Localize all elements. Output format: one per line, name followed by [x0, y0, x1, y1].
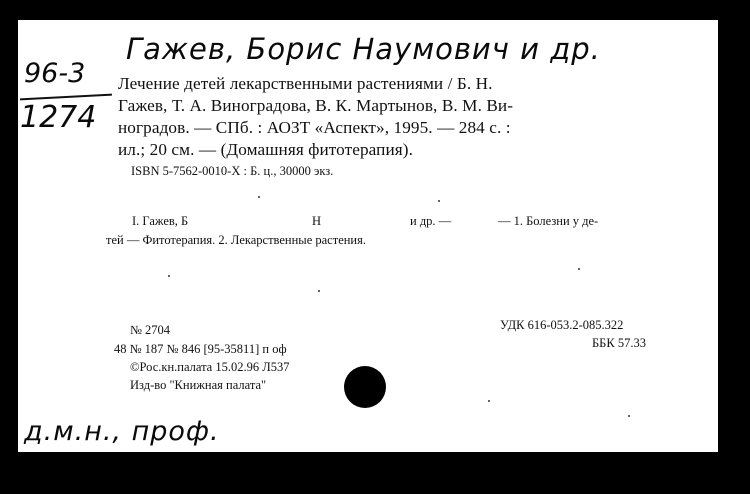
scan-speck — [258, 196, 260, 198]
book-chamber-line: ©Рос.кн.палата 15.02.96 Л537 — [130, 360, 290, 374]
call-number-top: 96-3 — [24, 58, 86, 89]
tracing-line-2: тей — Фитотерапия. 2. Лекарственные растения. — [106, 233, 366, 247]
scan-speck — [438, 200, 440, 202]
udc-code: УДК 616-053.2-085.322 — [500, 318, 624, 332]
entry-line-3: ноградов. — СПб. : АОЗТ «Аспект», 1995. — 284 с. : — [118, 118, 511, 137]
catalog-card — [18, 20, 718, 452]
scan-speck — [578, 268, 580, 270]
bbk-code: ББК 57.33 — [592, 336, 646, 350]
punch-hole — [344, 366, 386, 408]
order-line: 48 № 187 № 846 [95-35811] п оф — [114, 342, 287, 356]
tracing-line-1c: и др. — — [410, 214, 452, 228]
scan-speck — [318, 290, 320, 292]
scan-speck — [628, 415, 630, 417]
entry-line-4: ил.; 20 см. — (Домашняя фитотерапия). — [118, 140, 413, 159]
publisher-line: Изд-во "Книжная палата" — [130, 378, 267, 392]
tracing-line-1d: — 1. Болезни у де- — [498, 214, 599, 228]
tracing-line-1b: Н — [312, 214, 322, 228]
call-number-bottom: 1274 — [20, 100, 97, 135]
handwritten-author-header: Гажев, Борис Наумович и др. — [126, 32, 601, 66]
tracing-line-1a: I. Гажев, Б — [132, 214, 189, 228]
entry-line-2: Гажев, Т. А. Виноградова, В. К. Мартынов, В. М. Ви- — [118, 96, 514, 115]
handwritten-footer-note: д.м.н., проф. — [24, 416, 220, 447]
isbn-line: ISBN 5-7562-0010-X : Б. ц., 30000 экз. — [131, 164, 334, 178]
scan-speck — [168, 275, 170, 277]
entry-line-1: Лечение детей лекарственными растениями / Б. Н. — [118, 74, 493, 93]
card-number: № 2704 — [130, 323, 171, 337]
scan-speck — [488, 400, 490, 402]
